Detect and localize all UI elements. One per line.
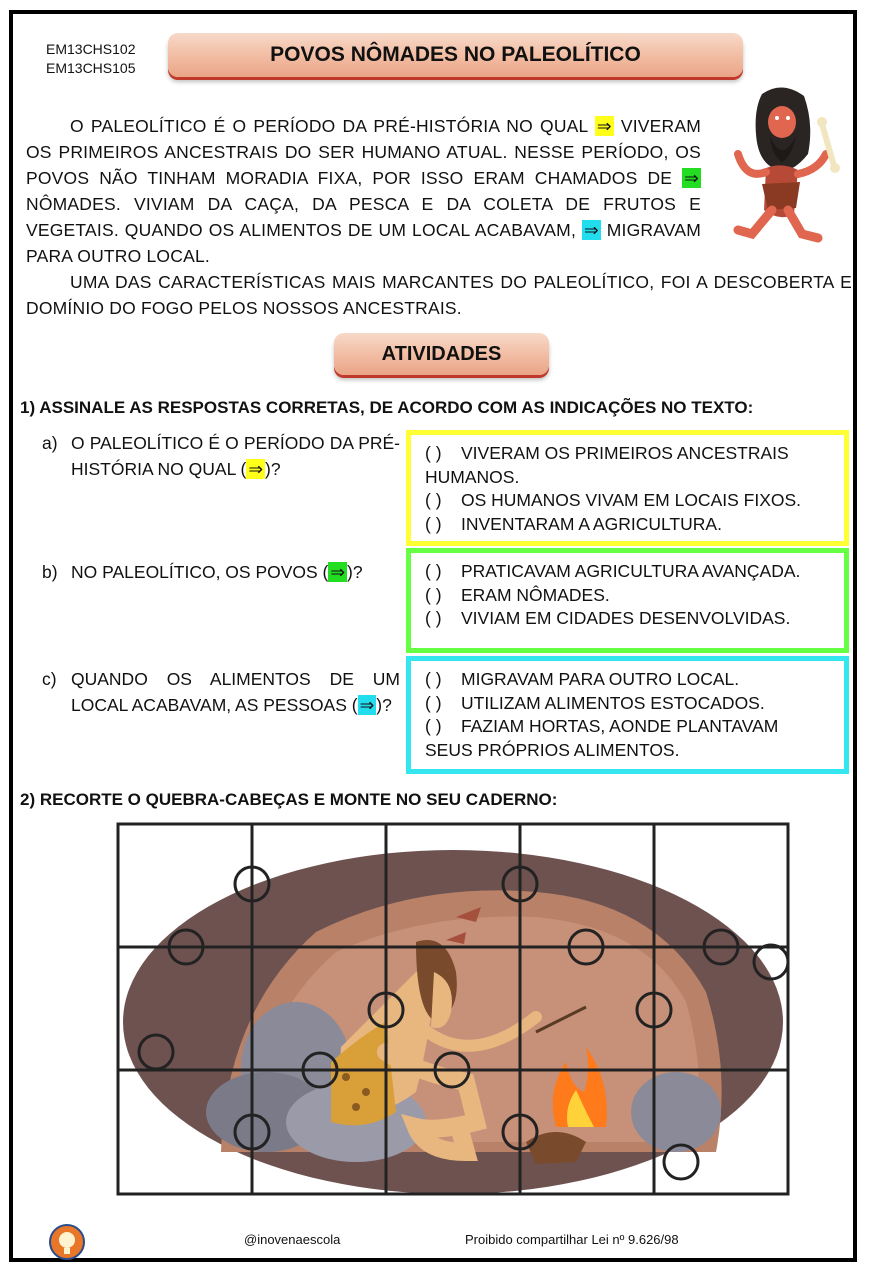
- arrow-cyan-icon: ⇒: [583, 220, 599, 240]
- intro-part-1: O PALEOLÍTICO É O PERÍODO DA PRÉ-HISTÓRIA NO QUAL: [70, 116, 588, 136]
- school-logo-icon: [49, 1224, 85, 1260]
- intro-part-4: MIGRAVAM PARA OUTRO LOCAL.: [26, 220, 702, 266]
- cave-puzzle-illustration: [116, 822, 790, 1196]
- checkbox-a3[interactable]: ( ): [425, 513, 442, 534]
- intro-paragraph-2: [26, 269, 852, 321]
- question-2-title: 2) RECORTE O QUEBRA-CABEÇAS E MONTE NO SEU CADERNO:: [20, 790, 558, 809]
- options-box-c: [406, 656, 849, 774]
- options-box-a: [406, 430, 849, 546]
- footer-notice: Proibido compartilhar Lei nº 9.626/98: [465, 1232, 679, 1247]
- curriculum-codes: [46, 40, 136, 78]
- footer-handle: @inovenaescola: [244, 1232, 341, 1247]
- question-1-title: 1) ASSINALE AS RESPOSTAS CORRETAS, DE ACORDO COM AS INDICAÇÕES NO TEXTO:: [20, 398, 754, 417]
- question-1a-label: a): [42, 433, 58, 453]
- code-2: EM13CHS105: [46, 60, 136, 76]
- arrow-yellow-icon: ⇒: [248, 459, 264, 479]
- option-b2[interactable]: ( ) ERAM NÔMADES.: [425, 584, 830, 608]
- activities-title: ATIVIDADES: [334, 333, 549, 375]
- option-c3[interactable]: ( ) FAZIAM HORTAS, AONDE PLANTAVAM SEUS PRÓPRIOS ALIMENTOS.: [425, 716, 779, 760]
- arrow-yellow-icon: ⇒: [596, 116, 612, 136]
- option-b1[interactable]: ( ) PRATICAVAM AGRICULTURA AVANÇADA.: [425, 560, 830, 584]
- checkbox-b3[interactable]: ( ): [425, 608, 442, 628]
- option-a2[interactable]: ( ) OS HUMANOS VIVAM EM LOCAIS FIXOS.: [425, 489, 830, 513]
- page-title: POVOS NÔMADES NO PALEOLÍTICO: [168, 33, 743, 77]
- question-1b: [42, 559, 400, 585]
- question-1b-end: )?: [347, 562, 363, 582]
- question-1c: [42, 666, 400, 718]
- question-1a-text: O PALEOLÍTICO É O PERÍODO DA PRÉ-HISTÓRIA NO QUAL (: [71, 433, 400, 479]
- checkbox-a1[interactable]: ( ): [425, 443, 442, 463]
- code-1: EM13CHS102: [46, 41, 136, 57]
- checkbox-c3[interactable]: ( ): [425, 716, 442, 736]
- option-c1[interactable]: ( ) MIGRAVAM PARA OUTRO LOCAL.: [425, 668, 830, 692]
- question-1c-label: c): [42, 669, 57, 689]
- question-1c-end: )?: [376, 695, 392, 715]
- question-1c-text: QUANDO OS ALIMENTOS DE UM LOCAL ACABAVAM, AS PESSOAS (: [71, 669, 400, 715]
- options-box-b: [406, 548, 849, 653]
- option-a1[interactable]: ( ) VIVERAM OS PRIMEIROS ANCESTRAIS HUMANOS.: [425, 443, 789, 487]
- intro-part-2: VIVERAM OS PRIMEIROS ANCESTRAIS DO SER HUMANO ATUAL. NESSE PERÍODO, OS POVOS NÃO TINHAM MORADIA FIXA, POR ISSO ERAM CHAMADOS DE: [26, 116, 701, 188]
- option-b3[interactable]: ( ) VIVIAM EM CIDADES DESENVOLVIDAS.: [425, 607, 830, 631]
- checkbox-b2[interactable]: ( ): [425, 584, 442, 605]
- arrow-cyan-icon: ⇒: [359, 695, 375, 715]
- checkbox-c1[interactable]: ( ): [425, 669, 442, 689]
- intro-text: [26, 113, 701, 269]
- caveman-illustration: [722, 84, 842, 249]
- checkbox-c2[interactable]: ( ): [425, 692, 442, 713]
- question-1b-text: NO PALEOLÍTICO, OS POVOS (: [71, 562, 329, 582]
- question-1a-end: )?: [265, 459, 281, 479]
- question-1a: [42, 430, 400, 482]
- checkbox-b1[interactable]: ( ): [425, 561, 442, 581]
- arrow-green-icon: ⇒: [330, 562, 346, 582]
- checkbox-a2[interactable]: ( ): [425, 490, 442, 510]
- intro-part-3: NÔMADES. VIVIAM DA CAÇA, DA PESCA E DA COLETA DE FRUTOS E VEGETAIS. QUANDO OS ALIMENTOS DE UM LOCAL ACABAVAM,: [26, 194, 701, 240]
- option-c2[interactable]: ( ) UTILIZAM ALIMENTOS ESTOCADOS.: [425, 692, 830, 716]
- arrow-green-icon: ⇒: [684, 168, 699, 188]
- option-a3[interactable]: ( ) INVENTARAM A AGRICULTURA.: [425, 513, 830, 537]
- question-1b-label: b): [42, 562, 58, 582]
- intro-part-5: UMA DAS CARACTERÍSTICAS MAIS MARCANTES DO PALEOLÍTICO, FOI A DESCOBERTA E DOMÍNIO DO FOGO PELOS NOSSOS ANCESTRAIS.: [26, 272, 852, 318]
